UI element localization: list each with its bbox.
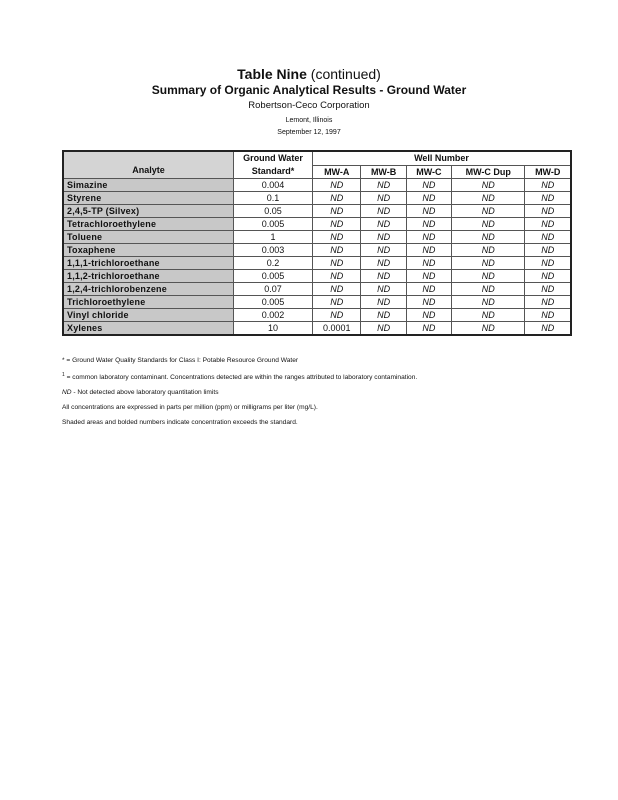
table-row (63, 205, 571, 218)
result-cell: ND (406, 257, 451, 270)
table-row (63, 296, 571, 309)
result-cell: ND (313, 192, 361, 205)
table-title-rest: (continued) (310, 66, 381, 82)
result-cell: ND (313, 257, 361, 270)
table-row (63, 244, 571, 257)
table-row (63, 192, 571, 205)
result-cell: ND (525, 192, 571, 205)
table-row (63, 231, 571, 244)
result-cell: ND (313, 270, 361, 283)
result-cell: ND (452, 283, 525, 296)
result-cell: ND (525, 257, 571, 270)
analyte-cell: Xylenes (63, 322, 234, 336)
table-row (63, 283, 571, 296)
footnote-nd (62, 389, 582, 396)
result-cell: ND (406, 283, 451, 296)
result-cell: ND (406, 231, 451, 244)
analyte-cell: Trichloroethylene (63, 296, 234, 309)
standard-cell: 0.07 (234, 283, 313, 296)
well-column-header: MW-C (406, 165, 451, 179)
standard-cell: 10 (234, 322, 313, 336)
result-cell: ND (452, 309, 525, 322)
well-column-header: MW-C Dup (452, 165, 525, 179)
result-cell: ND (313, 231, 361, 244)
result-cell: 0.0001 (313, 322, 361, 336)
result-cell: ND (525, 322, 571, 336)
results-table (62, 150, 572, 336)
table-row (63, 179, 571, 192)
footnote-units: All concentrations are expressed in parts per million (ppm) or milligrams per liter (mg/L). (62, 404, 318, 412)
result-cell: ND (361, 270, 406, 283)
result-cell: ND (525, 283, 571, 296)
result-cell: ND (406, 322, 451, 336)
result-cell: ND (361, 296, 406, 309)
analyte-cell: Toluene (63, 231, 234, 244)
analyte-cell: Styrene (63, 192, 234, 205)
result-cell: ND (452, 218, 525, 231)
result-cell: ND (361, 205, 406, 218)
standard-cell: 0.002 (234, 309, 313, 322)
standard-cell: 0.1 (234, 192, 313, 205)
footnote-shading: Shaded areas and bolded numbers indicate concentration exceeds the standard. (62, 419, 298, 427)
result-cell: ND (361, 192, 406, 205)
report-date: September 12, 1997 (277, 129, 341, 136)
footnote-common-contaminant (62, 372, 582, 381)
footnote-nd-abbrev: ND (62, 389, 72, 397)
standard-cell: 0.003 (234, 244, 313, 257)
table-title (0, 66, 618, 82)
result-cell: ND (406, 192, 451, 205)
result-cell: ND (361, 309, 406, 322)
analyte-cell: Tetrachloroethylene (63, 218, 234, 231)
result-cell: ND (406, 179, 451, 192)
result-cell: ND (313, 296, 361, 309)
standard-cell: 1 (234, 231, 313, 244)
result-cell: ND (452, 205, 525, 218)
result-cell: ND (525, 179, 571, 192)
well-number-header: Well Number (313, 151, 572, 165)
result-cell: ND (361, 322, 406, 336)
standard-cell: 0.005 (234, 296, 313, 309)
footnote-nd-text: - Not detected above laboratory quantitation limits (71, 389, 219, 397)
well-column-header: MW-A (313, 165, 361, 179)
result-cell: ND (525, 205, 571, 218)
result-cell: ND (361, 257, 406, 270)
result-cell: ND (406, 270, 451, 283)
result-cell: ND (452, 257, 525, 270)
result-cell: ND (406, 244, 451, 257)
analyte-header: Analyte (63, 151, 234, 179)
result-cell: ND (525, 244, 571, 257)
result-cell: ND (406, 309, 451, 322)
result-cell: ND (361, 283, 406, 296)
location: Lemont, Illinois (285, 117, 333, 124)
result-cell: ND (313, 283, 361, 296)
company-name: Robertson-Ceco Corporation (248, 100, 370, 111)
result-cell: ND (361, 218, 406, 231)
result-cell: ND (452, 244, 525, 257)
table-row (63, 218, 571, 231)
results-body (63, 179, 571, 336)
result-cell: ND (406, 296, 451, 309)
result-cell: ND (525, 309, 571, 322)
standard-header: Ground Water Standard* (234, 151, 313, 179)
result-cell: ND (313, 244, 361, 257)
table-row (63, 309, 571, 322)
result-cell: ND (406, 218, 451, 231)
footnote-common-contaminant-text: = common laboratory contaminant. Concentrations detected are within the ranges attributed to laboratory contamination. (64, 374, 418, 382)
result-cell: ND (525, 218, 571, 231)
result-cell: ND (452, 270, 525, 283)
result-cell: ND (361, 244, 406, 257)
analyte-cell: 1,1,1-trichloroethane (63, 257, 234, 270)
footnote-standard: * = Ground Water Quality Standards for Class I: Potable Resource Ground Water (62, 357, 299, 364)
result-cell: ND (452, 296, 525, 309)
result-cell: ND (313, 218, 361, 231)
analyte-cell: 2,4,5-TP (Silvex) (63, 205, 234, 218)
table-row (63, 322, 571, 336)
standard-cell: 0.004 (234, 179, 313, 192)
result-cell: ND (525, 296, 571, 309)
result-cell: ND (361, 231, 406, 244)
result-cell: ND (452, 192, 525, 205)
standard-cell: 0.005 (234, 270, 313, 283)
result-cell: ND (525, 270, 571, 283)
well-column-header: MW-B (361, 165, 406, 179)
table-row (63, 257, 571, 270)
result-cell: ND (361, 179, 406, 192)
footnotes (62, 357, 582, 434)
analyte-cell: Toxaphene (63, 244, 234, 257)
result-cell: ND (452, 231, 525, 244)
table-subtitle: Summary of Organic Analytical Results - Ground Water (151, 83, 467, 97)
result-cell: ND (452, 179, 525, 192)
footnote-superscript: 1 (62, 372, 65, 378)
analyte-cell: Simazine (63, 179, 234, 192)
result-cell: ND (313, 309, 361, 322)
analyte-cell: 1,2,4-trichlorobenzene (63, 283, 234, 296)
result-cell: ND (313, 179, 361, 192)
well-column-header: MW-D (525, 165, 571, 179)
result-cell: ND (525, 231, 571, 244)
result-cell: ND (406, 205, 451, 218)
analyte-cell: 1,1,2-trichloroethane (63, 270, 234, 283)
analyte-cell: Vinyl chloride (63, 309, 234, 322)
result-cell: ND (452, 322, 525, 336)
standard-cell: 0.005 (234, 218, 313, 231)
table-row (63, 270, 571, 283)
result-cell: ND (313, 205, 361, 218)
standard-cell: 0.2 (234, 257, 313, 270)
table-title-bold: Table Nine (237, 66, 307, 82)
standard-cell: 0.05 (234, 205, 313, 218)
